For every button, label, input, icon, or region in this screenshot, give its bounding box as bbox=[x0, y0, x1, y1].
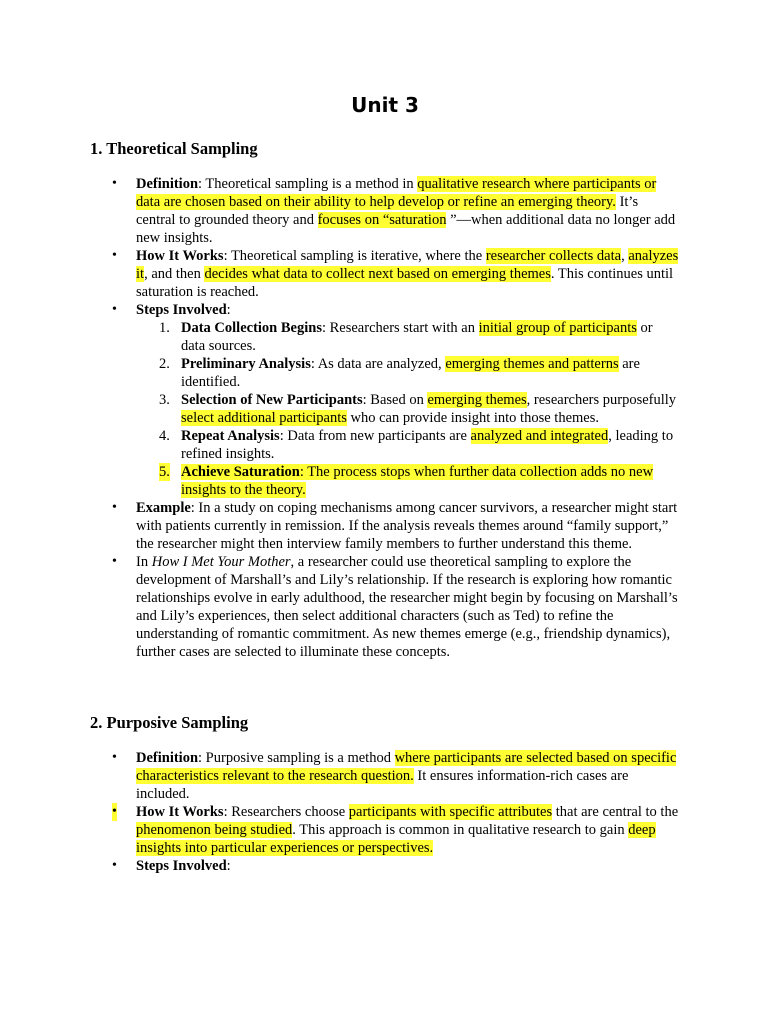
highlighted-text: qualitative research where participants or data are chosen based on their ability to help develop or refine an emerging theory. bbox=[136, 176, 657, 210]
list-item-step: 2. Preliminary Analysis: As data are analyzed, emerging themes and patterns are identified. bbox=[159, 356, 640, 390]
bold-label: Definition bbox=[136, 750, 199, 766]
italic-title: How I Met Your Mother bbox=[151, 554, 291, 570]
list-item-definition: • Definition: Purposive sampling is a method where participants are selected based on specific characteristics relevant to the research question. It ensures information-rich cases are included. bbox=[136, 749, 680, 803]
section-heading-theoretical-sampling: 1. Theoretical Sampling bbox=[90, 139, 258, 158]
highlighted-text: participants with specific attributes bbox=[348, 804, 553, 820]
bullet-list bbox=[90, 175, 680, 661]
highlighted-text: researcher collects data bbox=[485, 248, 622, 264]
page-title: Unit 3 bbox=[351, 93, 419, 117]
list-item-steps-involved: • Steps Involved: 1. Data Collection Begins: Researchers start with an initial group of participants or data sources. 2. Preliminary Analysis: As data are analyzed, emerging themes and patterns are identified. 3. Selection of New Participants: Based on emerging themes, researchers purposefully select additional participants who can provide insight into those themes. 4. Repeat Analysis: Data from new participants are analyzed and integrated, leading to refined insights. 5. Achieve Saturation: The process stops when further data collection adds no new insights to the theory. bbox=[136, 301, 680, 499]
highlighted-text: focuses on “saturation bbox=[317, 212, 447, 228]
highlighted-text: deep insights into particular experiences or perspectives. bbox=[136, 822, 656, 856]
highlighted-text: decides what data to collect next based on emerging themes bbox=[204, 266, 551, 282]
numbered-list bbox=[136, 319, 680, 499]
bullet-list bbox=[90, 749, 680, 875]
list-item-how-it-works: • How It Works: Researchers choose participants with specific attributes that are central to the phenomenon being studied. This approach is common in qualitative research to gain deep insights into particular experiences or perspectives. bbox=[136, 803, 680, 857]
bold-label: How It Works bbox=[136, 804, 224, 820]
list-item-steps-involved: • Steps Involved: bbox=[136, 857, 680, 875]
bold-label: Steps Involved bbox=[136, 858, 227, 874]
highlighted-text: where participants are selected based on specific characteristics relevant to the research question. bbox=[136, 750, 677, 784]
list-item-example: • Example: In a study on coping mechanisms among cancer survivors, a researcher might start with patients currently in remission. If the analysis reveals themes around “family support,” the researcher might then interview family members to further understand this theme. bbox=[136, 499, 680, 553]
highlighted-text: phenomenon being studied bbox=[136, 822, 293, 838]
list-item-step: 3. Selection of New Participants: Based on emerging themes, researchers purposefully select additional participants who can provide insight into those themes. bbox=[159, 392, 677, 426]
bold-label: Steps Involved bbox=[136, 302, 227, 318]
bold-label: How It Works bbox=[136, 248, 224, 264]
section-heading-purposive-sampling: 2. Purposive Sampling bbox=[90, 713, 249, 732]
list-item-himym: • In How I Met Your Mother, a researcher could use theoretical sampling to explore the development of Marshall’s and Lily’s relationship. If the research is exploring how romantic relationships evolve in early adulthood, the researcher might begin by focusing on Marshall’s and Lily’s experiences, then select additional characters (such as Ted) to refine the understanding of romantic commitment. As new themes emerge (e.g., friendship dynamics), further cases are selected to illuminate these concepts. bbox=[136, 553, 680, 661]
bold-label: Definition bbox=[136, 176, 199, 192]
list-item-how-it-works: • How It Works: Theoretical sampling is iterative, where the researcher collects data, analyzes it, and then decides what data to collect next based on emerging themes. This continues until saturation is reached. bbox=[136, 247, 680, 301]
list-item-definition: • Definition: Theoretical sampling is a method in qualitative research where participants or data are chosen based on their ability to help develop or refine an emerging theory. It’s central to grounded theory and focuses on “saturation ”—when additional data no longer add new insights. bbox=[136, 175, 680, 247]
bold-label: Example bbox=[136, 500, 191, 516]
list-item-step: 4. Repeat Analysis: Data from new participants are analyzed and integrated, leading to refined insights. bbox=[159, 428, 674, 462]
list-item-step: 5. Achieve Saturation: The process stops when further data collection adds no new insights to the theory. bbox=[159, 464, 654, 498]
highlighted-text: analyzes it bbox=[136, 248, 679, 282]
list-item-step: 1. Data Collection Begins: Researchers start with an initial group of participants or data sources. bbox=[159, 320, 653, 354]
